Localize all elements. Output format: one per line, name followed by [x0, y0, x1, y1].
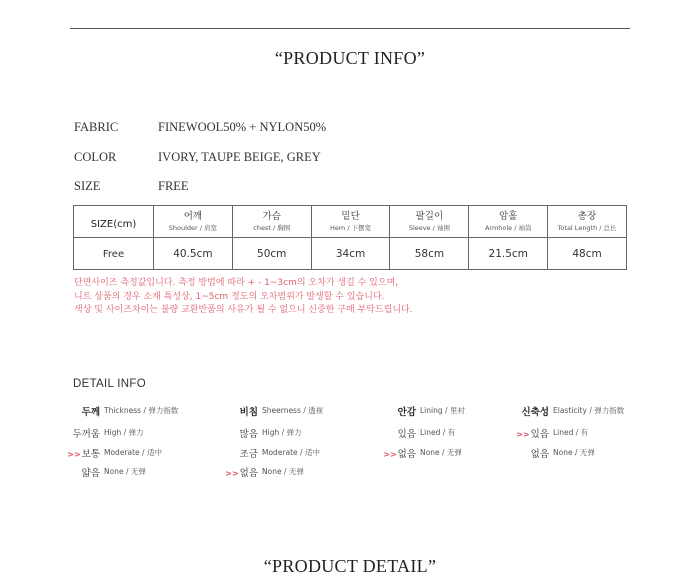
- size-value-cell: 34cm: [311, 238, 390, 270]
- detail-group-elasticity: [516, 404, 679, 465]
- detail-group-desc: Elasticity / 弹力指数: [553, 406, 625, 415]
- size-value-cell: 50cm: [232, 238, 311, 270]
- size-table-row: [74, 238, 627, 270]
- detail-group-name: 두께: [81, 407, 100, 418]
- size-header-cell: 가슴 chest / 胸围: [232, 206, 311, 238]
- detail-option-label-selected: >>없음: [225, 468, 258, 479]
- spec-value: FREE: [158, 179, 189, 193]
- top-divider: [70, 28, 630, 29]
- detail-option-label: 있음: [397, 429, 416, 440]
- size-header-cell: 총장 Total Length / 总长: [548, 206, 627, 238]
- selected-arrow-icon: >>: [67, 449, 81, 459]
- detail-group-name: 안감: [397, 407, 416, 418]
- detail-option-label: 얇음: [81, 468, 100, 479]
- spec-label: COLOR: [74, 150, 117, 164]
- detail-group-sheerness: [225, 404, 388, 485]
- detail-option-desc: High / 弹力: [104, 428, 144, 437]
- detail-group-thickness: [67, 404, 230, 485]
- size-header-cell: 암홀 Armhole / 袖筒: [469, 206, 548, 238]
- detail-option-label-selected: >>보통: [67, 448, 100, 460]
- spec-label: SIZE: [74, 179, 101, 193]
- size-header-cell: 어깨 Shoulder / 肩宽: [154, 206, 233, 238]
- note-line: 단면사이즈 측정값입니다. 측정 방법에 따라 + - 1~3cm의 오차가 생길 수 있으며,: [74, 278, 399, 288]
- size-row-label: Free: [74, 238, 154, 270]
- size-notes: [74, 277, 413, 318]
- note-line: 색상 및 사이즈차이는 불량 교환반품의 사유가 될 수 없으니 신중한 구매 부탁드립니다.: [74, 305, 413, 315]
- detail-group-desc: Sheerness / 透视: [262, 406, 324, 415]
- spec-value: FINEWOOL50% + NYLON50%: [158, 120, 327, 134]
- detail-group-desc: Lining / 里衬: [420, 406, 465, 415]
- detail-option-desc: Moderate / 适中: [262, 447, 320, 457]
- detail-option-desc: None / 无弹: [262, 467, 304, 476]
- detail-option-desc: None / 无弹: [553, 447, 595, 457]
- note-line: 니트 상품의 경우 소재 특성상, 1~5cm 정도의 오차범위가 발생할 수 있습니다.: [74, 291, 385, 302]
- size-value-cell: 58cm: [390, 238, 469, 270]
- detail-group-name: 비침: [239, 407, 258, 418]
- product-detail-heading: “PRODUCT DETAIL”: [263, 556, 437, 576]
- size-value-cell: 40.5cm: [154, 238, 233, 270]
- size-header-cell: 팔길이 Sleeve / 袖围: [390, 206, 469, 238]
- detail-option-desc: None / 无弹: [104, 467, 146, 476]
- detail-option-label: 많음: [239, 429, 258, 440]
- detail-group-desc: Thickness / 弹力指数: [104, 406, 179, 415]
- size-table-header-row: [74, 206, 627, 238]
- detail-group-name: 신축성: [521, 407, 549, 418]
- size-value-cell: 21.5cm: [469, 238, 548, 270]
- size-header-cell: 밑단 Hem / 下摆宽: [311, 206, 390, 238]
- detail-option-label: 없음: [530, 448, 549, 460]
- detail-option-label: 두꺼움: [72, 429, 100, 440]
- detail-option-label-selected: >>없음: [383, 448, 416, 460]
- detail-info-title: DETAIL INFO: [73, 378, 146, 390]
- spec-value: IVORY, TAUPE BEIGE, GREY: [158, 150, 321, 164]
- size-header-cell: SIZE(cm): [74, 206, 154, 238]
- product-info-heading: “PRODUCT INFO”: [274, 48, 426, 68]
- detail-option-desc: Lined / 有: [420, 428, 456, 437]
- detail-option-desc: None / 无弹: [420, 447, 462, 457]
- detail-option-desc: Moderate / 适中: [104, 447, 162, 457]
- selected-arrow-icon: >>: [383, 449, 397, 459]
- spec-label: FABRIC: [74, 120, 119, 134]
- detail-option-desc: Lined / 有: [553, 428, 589, 437]
- detail-option-label-selected: >>있음: [516, 429, 549, 440]
- selected-arrow-icon: >>: [225, 469, 239, 478]
- size-value-cell: 48cm: [548, 238, 627, 270]
- detail-option-label: 조금: [239, 448, 258, 460]
- detail-option-desc: High / 弹力: [262, 428, 302, 437]
- size-table: [73, 205, 627, 270]
- selected-arrow-icon: >>: [516, 430, 530, 439]
